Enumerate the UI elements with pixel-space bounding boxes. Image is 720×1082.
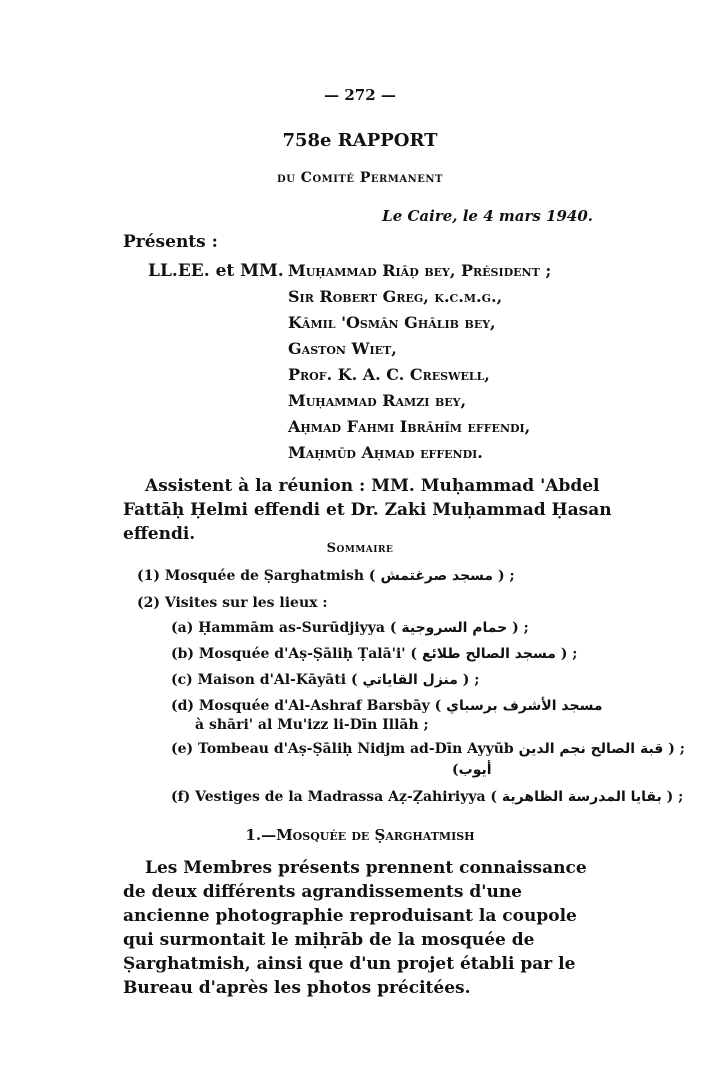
member-entry: Muḥammad Ramzi bey, xyxy=(288,391,467,410)
member-entry: Maḥmūd Aḥmad effendi. xyxy=(288,443,483,462)
section-paragraph xyxy=(123,856,613,1000)
arabic-text: بقايا المدرسة الظاهرية xyxy=(501,789,662,805)
member-entry: Gaston Wiet, xyxy=(288,339,397,358)
arabic-text: مسجد الأشرف برسباي xyxy=(446,698,603,714)
arabic-text: حمام السروجية xyxy=(401,620,508,636)
section-text: Les Membres présents prennent connaissance de deux différents agrandissements d'une ancienne photographie reproduisant la coupole qui surmontait le miḥrāb de la mosquée de Ṣarghatmish, ainsi que d'un projet établi par le Bureau d'après les photos précitées. xyxy=(123,858,587,998)
member-entry: Aḥmad Fahmi Ibrāhīm effendi, xyxy=(288,417,531,436)
sommaire-item: (a) Ḥammām as-Surūdjiyya ( حمام السروجية ) ; xyxy=(171,620,529,636)
assistent-text: Assistent à la réunion : MM. Muḥammad 'Abdel Fattāḥ Ḥelmi effendi et Dr. Zaki Muḥammad Ḥasan effendi. xyxy=(123,476,612,544)
arabic-text: مسجد الصالح طلائع xyxy=(421,646,556,662)
sommaire-item: (f) Vestiges de la Madrassa Aẓ-Ẓahiriyya ( بقايا المدرسة الظاهرية ) ; xyxy=(171,789,684,805)
sommaire-item: (2) Visites sur les lieux : xyxy=(137,595,328,611)
assistent-paragraph xyxy=(123,474,613,546)
report-date: Le Caire, le 4 mars 1940. xyxy=(382,207,593,225)
sommaire-item: à shāri' al Mu'izz li-Dīn Illāh ; xyxy=(195,717,429,733)
member-entry: Sir Robert Greg, k.c.m.g., xyxy=(288,287,503,306)
presents-label: Présents : xyxy=(123,232,218,252)
arabic-text: منزل القاياتي xyxy=(362,672,458,688)
members-lead: LL.EE. et MM. xyxy=(148,261,284,281)
arabic-text: أيوب xyxy=(458,762,492,778)
report-subtitle: du Comité Permanent xyxy=(277,170,443,186)
sommaire-item: (c) Maison d'Al-Kāyāti ( منزل القاياتي ) ; xyxy=(171,672,480,688)
arabic-text: مسجد صرغتمش xyxy=(380,568,494,584)
member-entry: Kāmil 'Osmān Ghālib bey, xyxy=(288,313,496,332)
section-title: 1.—Mosquée de Ṣarghatmish xyxy=(245,826,475,844)
sommaire-item: (e) Tombeau d'Aṣ-Ṣāliḥ Nidjm ad-Dīn Ayyūb قبة الصالح نجم الدين ) ; xyxy=(171,741,685,757)
report-title: 758e RAPPORT xyxy=(282,130,438,151)
member-entry: Muḥammad Riāḍ bey, Président ; xyxy=(288,261,552,280)
sommaire-item: (أيوب xyxy=(452,762,492,778)
member-entry: Prof. K. A. C. Creswell, xyxy=(288,365,490,384)
page-number: — 272 — xyxy=(324,86,396,104)
sommaire-item: (d) Mosquée d'Al-Ashraf Barsbāy ( مسجد الأشرف برسباي xyxy=(171,698,603,714)
sommaire-item: (b) Mosquée d'Aṣ-Ṣāliḥ Ṭalā'i' ( مسجد الصالح طلائع ) ; xyxy=(171,646,578,662)
sommaire-title: Sommaire xyxy=(326,541,394,556)
arabic-text: قبة الصالح نجم الدين xyxy=(518,741,664,757)
sommaire-item: (1) Mosquée de Ṣarghatmish ( مسجد صرغتمش ) ; xyxy=(137,568,515,584)
